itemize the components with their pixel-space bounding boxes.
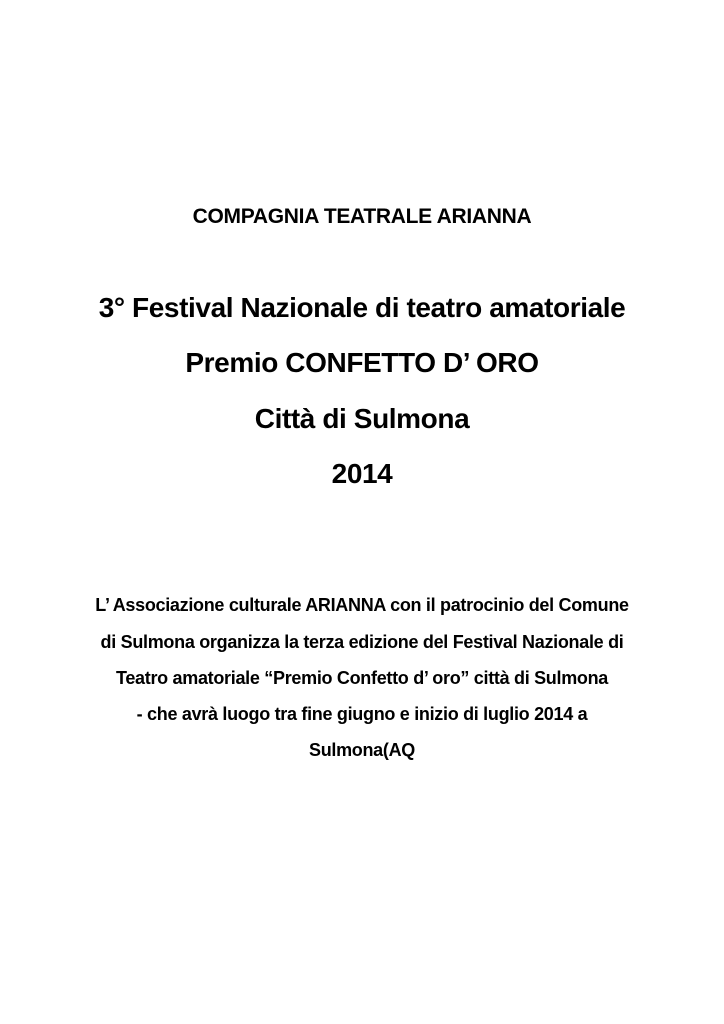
company-name: COMPAGNIA TEATRALE ARIANNA [192,205,532,228]
announcement-line: - che avrà luogo tra fine giugno e inizio di luglio 2014 a [136,704,588,724]
year-title: 2014 [331,458,393,489]
announcement-line: di Sulmona organizza la terza edizione del Festival Nazionale di [100,632,624,652]
prize-title: Premio CONFETTO D’ ORO [185,347,539,378]
city-title: Città di Sulmona [254,403,470,434]
announcement-line: L’ Associazione culturale ARIANNA con il patrocinio del Comune [95,595,629,615]
announcement-line: Sulmona(AQ [308,740,415,760]
festival-title: 3° Festival Nazionale di teatro amatoriale [98,292,626,323]
announcement-line: Teatro amatoriale “Premio Confetto d’ oro” città di Sulmona [115,668,609,688]
